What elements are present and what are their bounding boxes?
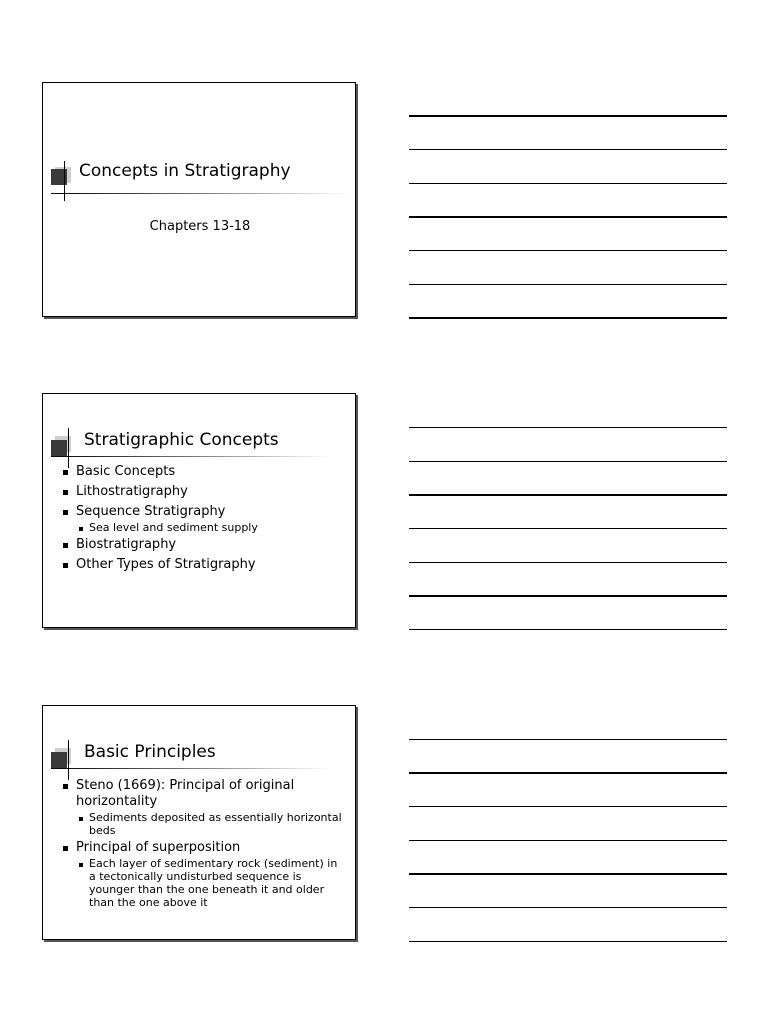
note-line <box>409 941 727 942</box>
slide-1 <box>42 82 356 317</box>
list-item: Biostratigraphy <box>63 537 343 553</box>
slide-title: Concepts in Stratigraphy <box>79 161 291 181</box>
sub-list-item: Each layer of sedimentary rock (sediment) in a tectonically undisturbed sequence is younger than the one beneath it and older than the one above it <box>76 857 343 909</box>
list-item <box>63 840 343 909</box>
note-line <box>409 595 727 597</box>
sub-bullet-list <box>76 811 343 837</box>
note-line <box>409 250 727 251</box>
slide-title: Basic Principles <box>84 742 216 762</box>
note-line <box>409 317 727 319</box>
list-item <box>63 504 343 534</box>
slide-subtitle: Chapters 13-18 <box>149 219 251 234</box>
note-line <box>409 427 727 428</box>
list-item-text: Principal of superposition <box>76 840 241 855</box>
note-line <box>409 461 727 462</box>
slide-2 <box>42 393 356 628</box>
sub-list-item: Sediments deposited as essentially horizontal beds <box>76 811 343 837</box>
note-line <box>409 528 727 529</box>
sub-bullet-list <box>76 521 343 534</box>
list-item-text: Sequence Stratigraphy <box>76 504 226 519</box>
note-line <box>409 183 727 184</box>
list-item: Basic Concepts <box>63 464 343 480</box>
note-line <box>409 629 727 630</box>
note-line <box>409 562 727 563</box>
list-item: Other Types of Stratigraphy <box>63 557 343 573</box>
slide-title-decoration <box>43 83 357 203</box>
list-item: Lithostratigraphy <box>63 484 343 500</box>
note-line <box>409 284 727 285</box>
note-line <box>409 772 727 774</box>
note-line <box>409 739 727 740</box>
bullet-list <box>63 778 343 912</box>
note-line <box>409 873 727 875</box>
bullet-list <box>63 464 343 577</box>
note-line <box>409 907 727 908</box>
sub-list-item: Sea level and sediment supply <box>76 521 343 534</box>
note-line <box>409 806 727 807</box>
list-item <box>63 778 343 837</box>
slide-3 <box>42 705 356 940</box>
list-item-text: Steno (1669): Principal of original horizontality <box>76 778 295 809</box>
note-line <box>409 840 727 841</box>
note-line <box>409 115 727 117</box>
note-line <box>409 494 727 496</box>
sub-bullet-list <box>76 857 343 909</box>
slide-title: Stratigraphic Concepts <box>84 430 279 450</box>
note-line <box>409 149 727 150</box>
note-line <box>409 216 727 218</box>
